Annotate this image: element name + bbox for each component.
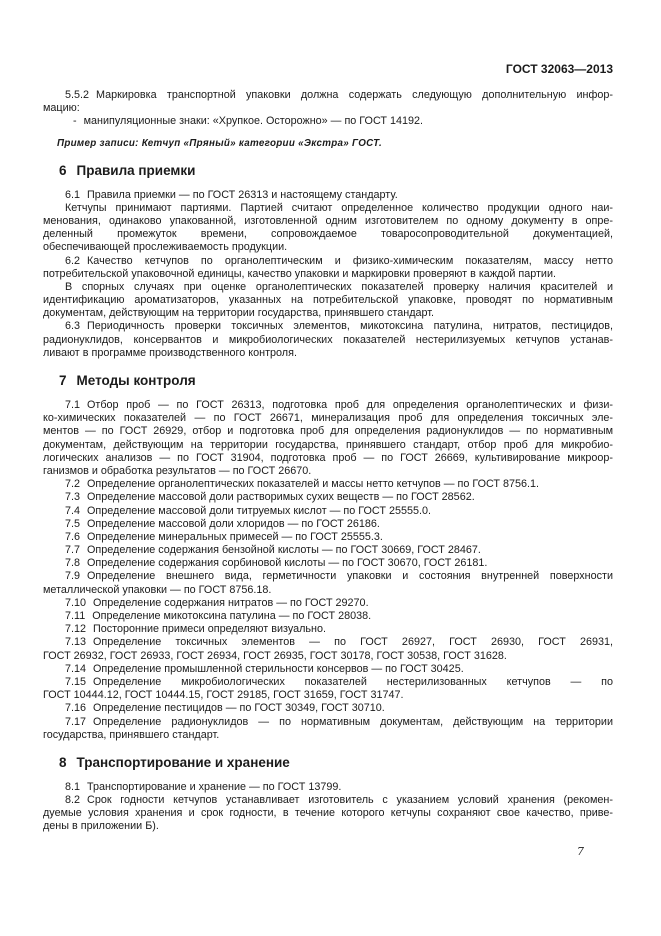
line-text: документам, действующим на территории государства, принявшего стандарт, отбор проб для микробио- (43, 438, 613, 451)
text-line (43, 102, 613, 115)
text-line (43, 636, 613, 649)
list-dash: - (73, 115, 77, 128)
line-text: ментов — по ГОСТ 26929, отбор и подготовка проб для определения радионуклидов — по нормативным (43, 425, 613, 438)
running-header (43, 62, 613, 77)
text-line (43, 702, 613, 715)
clause-number: 7.11 (65, 610, 86, 622)
text-line (43, 294, 613, 307)
clause-number: 6.2 (65, 254, 81, 267)
line-text: потребительской упаковочной единицы, качество упаковки и маркировки проверяют в каждой партии. (43, 267, 556, 280)
line-text: Определение массовой доли титруемых кислот — по ГОСТ 25555.0. (87, 504, 431, 517)
text-line (43, 115, 613, 128)
clause-number: 7.10 (65, 596, 87, 609)
line-text: радионуклидов, консервантов и микробиологических показателей нестерилизуемых кетчупов устанав- (43, 333, 613, 346)
clause-number: 6.1 (65, 188, 81, 201)
text-line (43, 781, 613, 794)
example-note (43, 138, 613, 150)
clause-number: 7.6 (65, 530, 81, 543)
text-line (43, 820, 613, 833)
line-text: металлической упаковки — по ГОСТ 8756.18. (43, 583, 272, 596)
document-body (43, 89, 613, 834)
text-line (43, 439, 613, 452)
clause-number: 8.1 (65, 780, 81, 793)
line-text: дены в приложении Б). (43, 820, 159, 833)
line-text: Периодичность проверки токсичных элементов, микотоксина патулина, нитратов, пестицидов, (87, 320, 613, 333)
text-line (43, 729, 613, 742)
text-line (43, 716, 613, 729)
text-line (43, 465, 613, 478)
clause-number: 5.5.2 (65, 89, 90, 101)
text-line (43, 425, 613, 438)
line-text: Определение органолептических показателей и массы нетто кетчупов — по ГОСТ 8756.1. (87, 478, 540, 491)
line-text: Транспортирование и хранение — по ГОСТ 13799. (87, 780, 342, 793)
text-line (43, 557, 613, 570)
clause-number: 7.12 (65, 623, 87, 636)
clause-number: 7.16 (65, 702, 87, 715)
section-number: 6 (59, 162, 67, 178)
line-text: Определение минеральных примесей — по ГОСТ 25555.3. (87, 530, 383, 543)
line-text: государства, принявшего стандарт. (43, 728, 220, 741)
line-text: Кетчупы принимают партиями. Партией считают определенное количество продукции одного наи- (65, 201, 613, 214)
text-line (43, 215, 613, 228)
line-text: Определение микробиологических показателей нестерилизованных кетчупов — по (93, 675, 613, 688)
text-line (43, 412, 613, 425)
text-line (43, 531, 613, 544)
line-text: ганизмов и обработка результатов — по ГОСТ 26670. (43, 464, 312, 477)
text-line (43, 268, 613, 281)
line-text: документам, действующим на территории государства, принявшего стандарт. (43, 307, 435, 320)
text-line (43, 334, 613, 347)
text-line (43, 610, 613, 623)
text-line (43, 794, 613, 807)
section-number: 7 (59, 373, 67, 388)
text-line (43, 544, 613, 557)
text-line (43, 320, 613, 333)
text-line (43, 478, 613, 491)
line-text: мацию: (43, 102, 80, 115)
text-line (43, 505, 613, 518)
clause-number: 7.9 (65, 570, 81, 583)
line-text: менования, одинаково упакованной, изготовленной одним изготовителем по одному документу в опре- (43, 214, 613, 227)
line-text: обеспечивающей прослеживаемость продукции. (43, 241, 288, 254)
section-heading-7 (59, 372, 613, 389)
line-text: Определение внешнего вида, герметичности упаковки и состояния внутренней поверхности (87, 570, 613, 583)
text-line (43, 584, 613, 597)
text-line (43, 518, 613, 531)
clause-number: 7.14 (65, 662, 87, 675)
line-text: деленный промежуток времени, сопровождаемое товаросопроводительной документацией, (43, 228, 613, 241)
text-line (43, 307, 613, 320)
line-text: логических анализов — по ГОСТ 31904, подготовка проб — по ГОСТ 26669, культивирование микроор- (43, 451, 613, 464)
line-text: Определение содержания нитратов — по ГОСТ 29270. (93, 596, 369, 609)
line-text: Качество кетчупов по органолептическим и физико-химическим показателям, массу нетто (87, 254, 613, 267)
line-text: манипуляционные знаки: «Хрупкое. Осторожно» — по ГОСТ 14192. (83, 115, 424, 128)
clause-number: 7.2 (65, 478, 81, 491)
text-line (43, 663, 613, 676)
page-content (43, 0, 613, 834)
text-line (43, 399, 613, 412)
clause-number: 7.5 (65, 517, 81, 530)
line-text: Пример записи: Кетчуп «Пряный» категории «Экстра» ГОСТ. (57, 137, 383, 149)
text-line (43, 189, 613, 202)
line-text: В спорных случаях при оценке органолептических показателей проверку наличия красителей и (65, 280, 613, 293)
clause-number: 7.4 (65, 504, 81, 517)
text-line (43, 570, 613, 583)
text-line (43, 452, 613, 465)
line-text: Определение содержания бензойной кислоты — по ГОСТ 30669, ГОСТ 28467. (87, 544, 481, 557)
line-text: ко-химических показателей — по ГОСТ 26671, минерализация проб для определения токсичных эле- (43, 412, 613, 425)
text-line (43, 89, 613, 102)
line-text: Определение токсичных элементов — по ГОСТ 26927, ГОСТ 26930, ГОСТ 26931, (93, 636, 613, 649)
section-heading-8 (59, 754, 613, 771)
line-text: ГОСТ 10444.12, ГОСТ 10444.15, ГОСТ 29185, ГОСТ 31659, ГОСТ 31747. (43, 689, 404, 702)
line-text: Определение микотоксина патулина — по ГОСТ 28038. (92, 610, 372, 622)
clause-number: 8.2 (65, 794, 81, 807)
clause-number: 7.7 (65, 544, 81, 557)
text-line (43, 597, 613, 610)
line-text: ГОСТ 26932, ГОСТ 26933, ГОСТ 26934, ГОСТ 26935, ГОСТ 30178, ГОСТ 30538, ГОСТ 31628. (43, 649, 507, 662)
clause-number: 6.3 (65, 320, 81, 333)
line-text: Отбор проб — по ГОСТ 26313, подготовка проб для определения органолептических и физи- (87, 399, 613, 411)
section-heading-6 (59, 162, 613, 179)
text-line (43, 281, 613, 294)
line-text: Определение массовой доли хлоридов — по ГОСТ 26186. (87, 517, 380, 530)
clause-number: 7.13 (65, 636, 87, 649)
text-line (43, 689, 613, 702)
text-line (43, 676, 613, 689)
text-line (43, 255, 613, 268)
text-line (43, 347, 613, 360)
clause-number: 7.17 (65, 715, 87, 728)
line-text: Определение массовой доли растворимых сухих веществ — по ГОСТ 28562. (87, 491, 475, 504)
text-line (43, 491, 613, 504)
clause-number: 7.3 (65, 491, 81, 504)
line-text: идентификацию ароматизаторов, указанных на потребительской упаковке, проводят по нормативным (43, 294, 613, 307)
text-line (43, 241, 613, 254)
section-title: Методы контроля (76, 373, 196, 388)
text-line (43, 202, 613, 215)
line-text: Срок годности кетчупов устанавливает изготовитель с указанием условий хранения (рекомен- (87, 794, 613, 807)
section-title: Транспортирование и хранение (76, 754, 290, 770)
line-text: ливают в программе производственного контроля. (43, 346, 297, 359)
line-text: Маркировка транспортной упаковки должна содержать следующую дополнительную инфор- (96, 89, 613, 101)
line-text: Правила приемки — по ГОСТ 26313 и настоящему стандарту. (87, 188, 398, 201)
clause-number: 7.15 (65, 675, 87, 688)
line-text: Определение пестицидов — по ГОСТ 30349, ГОСТ 30710. (93, 702, 385, 715)
text-line (43, 807, 613, 820)
section-number: 8 (59, 754, 67, 770)
line-text: Определение радионуклидов — по нормативным документам, действующим на территории (93, 715, 613, 728)
text-line (43, 228, 613, 241)
page-number: 7 (577, 845, 584, 858)
standard-designation: ГОСТ 32063—2013 (505, 62, 613, 76)
text-line (43, 623, 613, 636)
line-text: дуемые условия хранения и срок годности, в течение которого кетчупы сохраняют свое качество, приве- (43, 807, 613, 820)
clause-number: 7.8 (65, 557, 81, 570)
line-text: Определение промышленной стерильности консервов — по ГОСТ 30425. (93, 662, 464, 675)
line-text: Определение содержания сорбиновой кислоты — по ГОСТ 30670, ГОСТ 26181. (87, 557, 488, 570)
section-title: Правила приемки (76, 162, 196, 178)
line-text: Посторонние примеси определяют визуально. (93, 623, 327, 636)
text-line (43, 650, 613, 663)
clause-number: 7.1 (65, 399, 81, 411)
